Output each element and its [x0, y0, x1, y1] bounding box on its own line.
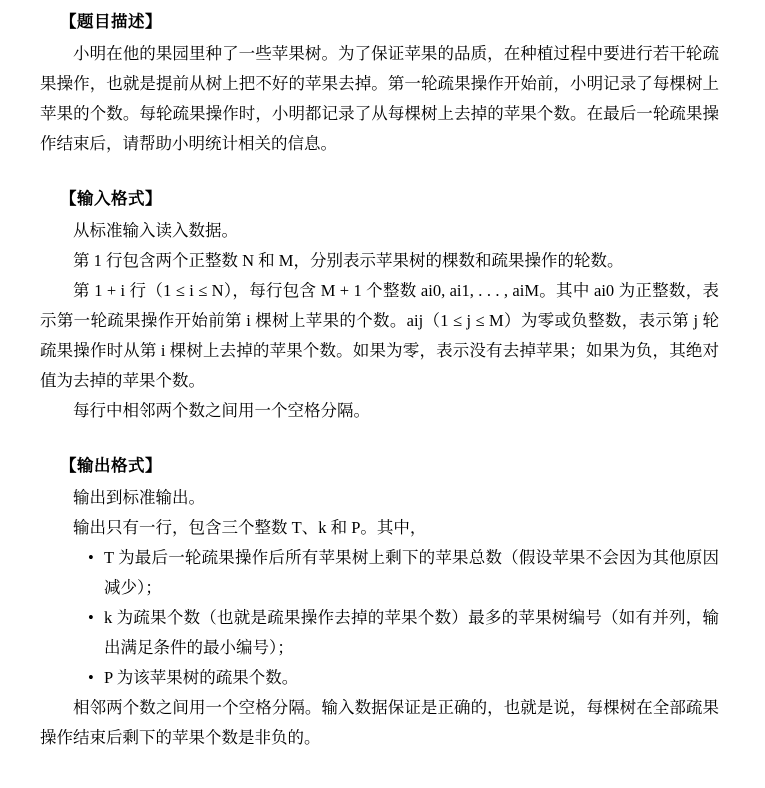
- list-item: • k 为疏果个数（也就是疏果操作去掉的苹果个数）最多的苹果树编号（如有并列，输出满足条件的最小编号）；: [90, 603, 719, 663]
- paragraph: 输出只有一行，包含三个整数 T、k 和 P。其中，: [73, 517, 427, 537]
- section-input-format: [38, 185, 721, 426]
- paragraph: 相邻两个数之间用一个空格分隔。输入数据保证是正确的，也就是说，每棵树在全部疏果操作结束后剩下的苹果个数是非负的。: [40, 697, 719, 747]
- paragraph: 小明在他的果园里种了一些苹果树。为了保证苹果的品质，在种植过程中要进行若干轮疏果操作，也就是提前从树上把不好的苹果去掉。第一轮疏果操作开始前，小明记录了每棵树上苹果的个数。每轮疏果操作时，小明都记录了从每棵树上去掉的苹果个数。在最后一轮疏果操作结束后，请帮助小明统计相关的信息。: [40, 43, 719, 153]
- paragraph: 每行中相邻两个数之间用一个空格分隔。: [73, 400, 370, 420]
- paragraph: 从标准输入读入数据。: [73, 220, 238, 240]
- section-body-output-format: [38, 483, 721, 753]
- section-body-input-format: [38, 216, 721, 426]
- paragraph: 第 1 行包含两个正整数 N 和 M，分别表示苹果树的棵数和疏果操作的轮数。: [73, 250, 624, 270]
- section-problem-description: [38, 8, 721, 159]
- list-item: • T 为最后一轮疏果操作后所有苹果树上剩下的苹果总数（假设苹果不会因为其他原因减少）；: [90, 543, 719, 603]
- paragraph: 输出到标准输出。: [73, 487, 205, 507]
- section-title-input-format: 【输入格式】: [60, 188, 162, 208]
- section-body-problem-description: [38, 39, 721, 159]
- paragraph: 第 1 + i 行（1 ≤ i ≤ N），每行包含 M + 1 个整数 ai0, ai1, . . . , aiM。其中 ai0 为正整数，表示第一轮疏果操作开始前第 i 棵树上苹果的个数。aij（1 ≤ j ≤ M）为零或负整数，表示第 j 轮疏果操作时从第 i 棵树上去掉的苹果个数。如果为零，表示没有去掉苹果；如果为负，其绝对值为去掉的苹果个数。: [40, 280, 719, 390]
- list-item: • P 为该苹果树的疏果个数。: [90, 663, 719, 693]
- output-bullet-list: [40, 543, 719, 693]
- section-title-output-format: 【输出格式】: [60, 455, 162, 475]
- section-output-format: [38, 452, 721, 753]
- section-title-problem-description: 【题目描述】: [60, 12, 162, 31]
